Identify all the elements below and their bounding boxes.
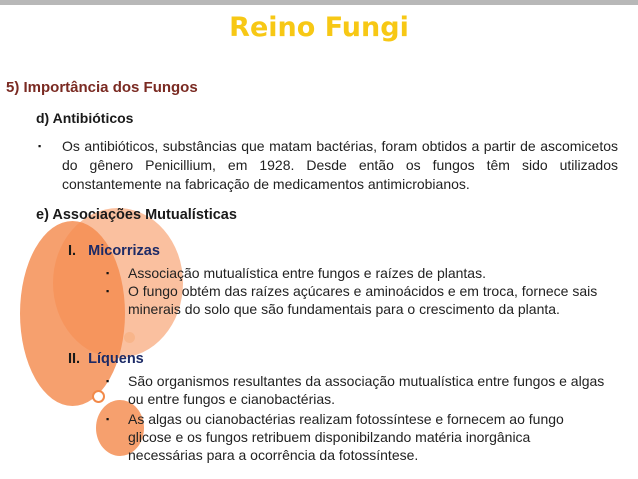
- micorrizas-label: Micorrizas: [88, 243, 160, 259]
- section-title: 5) Importância dos Fungos: [6, 79, 198, 96]
- liquens-number: II.: [68, 351, 81, 367]
- top-border: [0, 0, 638, 5]
- heading-liquens: [68, 351, 144, 367]
- decorative-circle-tiny: [124, 332, 135, 343]
- bullet-square: ▪: [106, 376, 110, 386]
- liquens-item-2: As algas ou cianobactérias realizam fotossíntese e fornecem ao fungo glicose e os fungos retribuem disponibilzando matéria inorgânica necessárias para a ocorrência da fotossíntese.: [128, 411, 564, 463]
- micorrizas-number: I.: [68, 243, 77, 259]
- micorrizas-item-1: Associação mutualística entre fungos e raízes de plantas.: [128, 265, 486, 281]
- micorrizas-item-2: O fungo obtém das raízes açúcares e aminoácidos e em troca, fornece sais minerais do solo que são fundamentais para o crescimento da planta.: [128, 283, 598, 317]
- bullet-square: ▪: [106, 414, 110, 424]
- slide-title: Reino Fungi: [229, 12, 409, 43]
- bullet-square: ▪: [38, 141, 42, 151]
- heading-micorrizas: [68, 243, 160, 259]
- bullet-square: ▪: [106, 286, 110, 296]
- decorative-ring-small: [92, 390, 105, 403]
- bullet-square: ▪: [106, 268, 110, 278]
- antibiotics-paragraph: Os antibióticos, substâncias que matam bactérias, foram obtidos a partir de ascomicetos do gênero Penicillium, em 1928. Desde então os fungos têm sido utilizados constantemente na fabricação de medicamentos antimicrobianos.: [62, 138, 618, 192]
- subheading-associacoes: e) Associações Mutualísticas: [36, 207, 237, 223]
- liquens-label: Líquens: [88, 351, 144, 367]
- subheading-antibioticos: d) Antibióticos: [36, 110, 134, 126]
- liquens-item-1: São organismos resultantes da associação mutualística entre fungos e algas ou entre fungos e cianobactérias.: [128, 373, 605, 407]
